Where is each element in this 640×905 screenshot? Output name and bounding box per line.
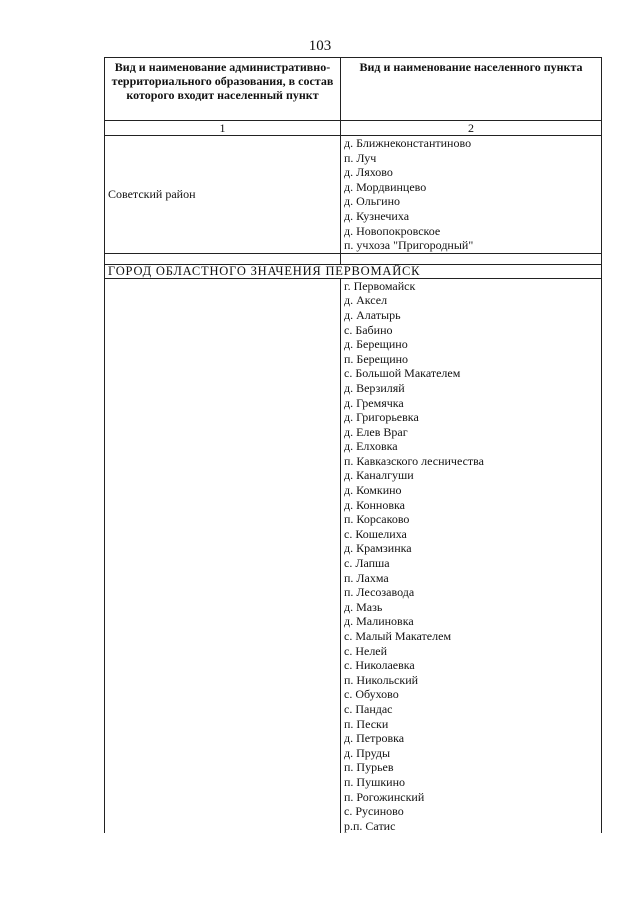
- settlement-item: с. Нелей: [344, 643, 388, 658]
- settlement-item: п. Корсаково: [344, 512, 410, 527]
- settlement-item: д. Кузнечиха: [344, 208, 410, 223]
- settlement-item: д. Мазь: [344, 599, 383, 614]
- column-number-row: [105, 121, 602, 136]
- settlement-item: с. Большой Макателем: [344, 366, 461, 381]
- settlement-item: п. Берещино: [344, 351, 409, 366]
- settlement-item: с. Николаевка: [344, 658, 415, 673]
- district-row: [105, 136, 602, 254]
- settlement-item: д. Малиновка: [344, 614, 414, 629]
- settlement-item: п. Лахма: [344, 570, 389, 585]
- settlement-item: д. Мордвинцево: [344, 179, 427, 194]
- settlement-item: п. Рогожинский: [344, 789, 425, 804]
- settlement-item: д. Аксел: [344, 293, 388, 308]
- settlement-item: д. Каналгуши: [344, 468, 414, 483]
- table-header-row: [105, 58, 602, 121]
- header-settlement: Вид и наименование населенного пункта: [341, 58, 602, 121]
- settlement-item: д. Крамзинка: [344, 541, 412, 556]
- settlement-item: п. Пушкино: [344, 774, 406, 789]
- settlement-item: р.п. Сатис: [344, 818, 396, 833]
- settlement-item: г. Первомайск: [344, 278, 416, 293]
- settlement-item: с. Бабино: [344, 322, 393, 337]
- settlement-item: д. Елев Враг: [344, 424, 408, 439]
- settlement-item: п. Луч: [344, 150, 377, 165]
- settlement-item: с. Лапша: [344, 556, 390, 571]
- settlement-item: п. Никольский: [344, 672, 419, 687]
- settlement-item: д. Алатырь: [344, 307, 401, 322]
- settlement-item: п. Пески: [344, 716, 389, 731]
- settlement-item: д. Пруды: [344, 745, 391, 760]
- settlement-item: д. Григорьевка: [344, 410, 419, 425]
- header-territorial-unit: Вид и наименование административно-территориального образования, в состав которого входит населенный пункт: [105, 58, 341, 121]
- settlement-item: д. Новопокровское: [344, 223, 441, 238]
- city-row: [105, 278, 602, 833]
- settlement-item: д. Ольгино: [344, 194, 400, 209]
- settlement-item: п. учхоза "Пригородный": [344, 238, 474, 253]
- settlement-item: д. Ближнеконстантиново: [344, 136, 472, 150]
- settlement-item: д. Комкино: [344, 483, 402, 498]
- district-name: Советский район: [105, 136, 341, 254]
- settlement-item: с. Пандас: [344, 701, 393, 716]
- settlement-item: д. Берещино: [344, 337, 408, 352]
- spacer-row: [105, 253, 602, 264]
- settlement-item: д. Гремячка: [344, 395, 404, 410]
- settlement-item: п. Лесозавода: [344, 585, 415, 600]
- settlement-item: д. Елховка: [344, 439, 398, 454]
- section-row: [105, 264, 602, 278]
- settlement-item: с. Малый Макателем: [344, 629, 452, 643]
- page-number: 103: [308, 38, 332, 54]
- settlement-item: д. Верзиляй: [344, 380, 405, 395]
- settlements-table: [104, 57, 602, 833]
- city-settlements: [341, 278, 602, 833]
- column-number-2: 2: [341, 121, 602, 136]
- settlement-item: п. Кавказского лесничества: [344, 453, 484, 468]
- settlement-item: д. Петровка: [344, 731, 405, 746]
- section-title: ГОРОД ОБЛАСТНОГО ЗНАЧЕНИЯ ПЕРВОМАЙСК: [105, 264, 602, 278]
- column-number-1: 1: [105, 121, 341, 136]
- city-empty-cell: [105, 278, 341, 833]
- settlement-item: с. Русиново: [344, 804, 404, 819]
- settlement-item: д. Ляхово: [344, 165, 393, 180]
- settlement-item: с. Кошелиха: [344, 526, 407, 541]
- settlement-item: д. Конновка: [344, 497, 405, 512]
- settlement-item: п. Пурьев: [344, 760, 394, 775]
- settlement-item: с. Обухово: [344, 687, 399, 702]
- district-settlements: [341, 136, 602, 254]
